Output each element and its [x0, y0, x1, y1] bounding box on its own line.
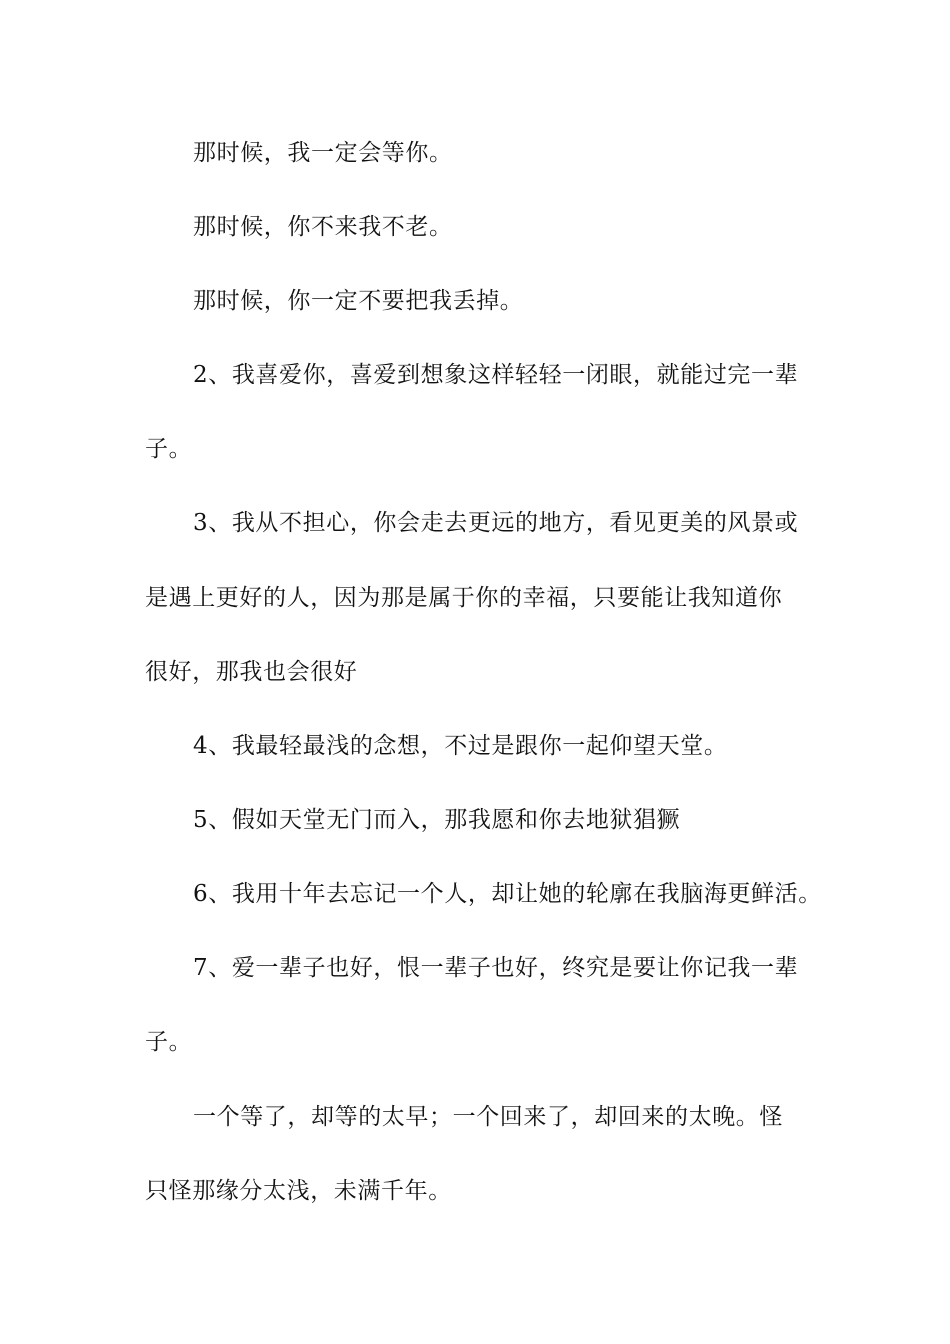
text-line: 是遇上更好的人，因为那是属于你的幸福，只要能让我知道你: [145, 585, 783, 611]
text-line: 那时候，我一定会等你。: [193, 140, 453, 166]
text-line: 5、假如天堂无门而入，那我愿和你去地狱猖獗: [193, 807, 681, 833]
text-line: 只怪那缘分太浅，未满千年。: [145, 1178, 452, 1204]
text-line: 一个等了，却等的太早；一个回来了，却回来的太晚。怪: [193, 1104, 783, 1130]
text-line: 那时候，你不来我不老。: [193, 214, 453, 240]
text-line: 那时候，你一定不要把我丢掉。: [193, 288, 524, 314]
text-line: 2、我喜爱你，喜爱到想象这样轻轻一闭眼，就能过完一辈: [193, 362, 799, 388]
text-line: 很好，那我也会很好: [145, 659, 358, 685]
text-line: 4、我最轻最浅的念想，不过是跟你一起仰望天堂。: [193, 733, 728, 759]
text-line: 7、爱一辈子也好，恨一辈子也好，终究是要让你记我一辈: [193, 955, 799, 981]
text-line: 子。: [145, 1029, 193, 1055]
text-line: 3、我从不担心，你会走去更远的地方，看见更美的风景或: [193, 510, 799, 536]
text-line: 子。: [145, 436, 193, 462]
text-line: 6、我用十年去忘记一个人，却让她的轮廓在我脑海更鲜活。: [193, 881, 822, 907]
